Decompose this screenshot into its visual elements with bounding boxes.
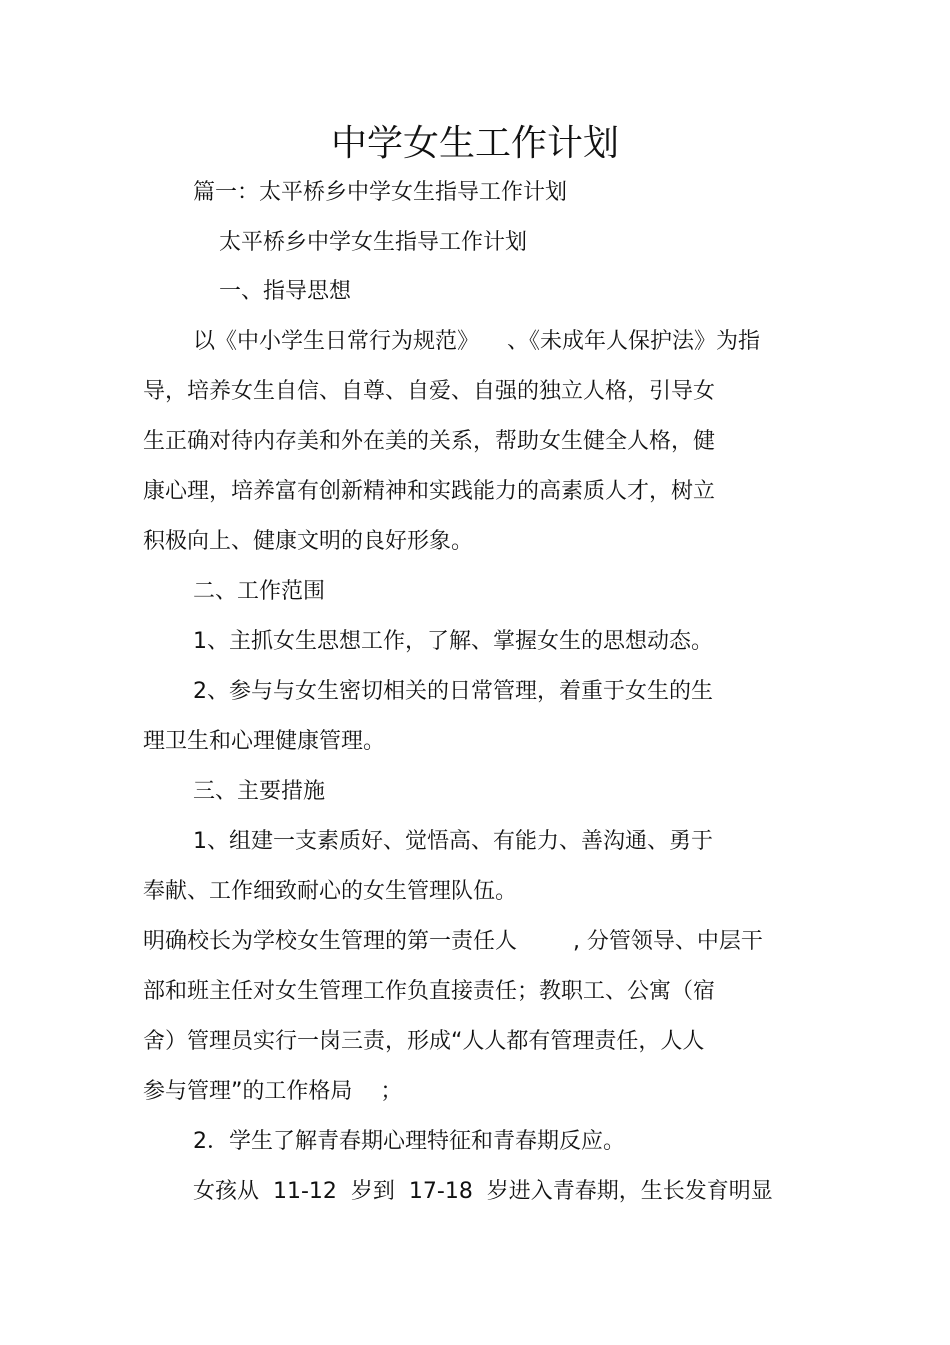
section-heading-work-scope: 二、工作范围 <box>193 579 326 604</box>
paragraph-line: 奉献、工作细致耐心的女生管理队伍。 <box>143 879 518 904</box>
paragraph-line: 参与管理”的工作格局 ； <box>143 1079 403 1104</box>
paragraph-line: 康心理，培养富有创新精神和实践能力的高素质人才，树立 <box>143 479 716 504</box>
paragraph-line: 生正确对待内存美和外在美的关系，帮助女生健全人格，健 <box>143 429 716 454</box>
paragraph-line: 2．学生了解青春期心理特征和青春期反应。 <box>193 1129 625 1154</box>
paragraph-line: 2、参与与女生密切相关的日常管理，着重于女生的生 <box>193 679 713 704</box>
paragraph-line: 女孩从 11-12 岁到 17-18 岁进入青春期，生长发育明显 <box>193 1179 773 1204</box>
paragraph-line: 积极向上、健康文明的良好形象。 <box>143 529 474 554</box>
paragraph-line: 理卫生和心理健康管理。 <box>143 729 386 754</box>
section-heading-part-one: 篇一：太平桥乡中学女生指导工作计划 <box>193 180 568 205</box>
document-title: 中学女生工作计划 <box>330 123 619 164</box>
subtitle: 太平桥乡中学女生指导工作计划 <box>219 230 528 255</box>
paragraph-line: 导，培养女生自信、自尊、自爱、自强的独立人格，引导女 <box>143 379 716 404</box>
section-heading-guiding-idea: 一、指导思想 <box>219 279 352 304</box>
paragraph-line: 舍）管理员实行一岗三责，形成“人人都有管理责任，人人 <box>143 1029 705 1054</box>
paragraph-line: 1、组建一支素质好、觉悟高、有能力、善沟通、勇于 <box>193 829 713 854</box>
paragraph-line: 部和班主任对女生管理工作负直接责任；教职工、公寓（宿 <box>143 979 716 1004</box>
paragraph-line: 以《中小学生日常行为规范》 、《未成年人保护法》为指 <box>193 329 760 354</box>
section-heading-main-measures: 三、主要措施 <box>193 779 326 804</box>
paragraph-line: 1、主抓女生思想工作，了解、掌握女生的思想动态。 <box>193 629 713 654</box>
paragraph-line: 明确校长为学校女生管理的第一责任人 , 分管领导、中层干 <box>143 929 763 954</box>
